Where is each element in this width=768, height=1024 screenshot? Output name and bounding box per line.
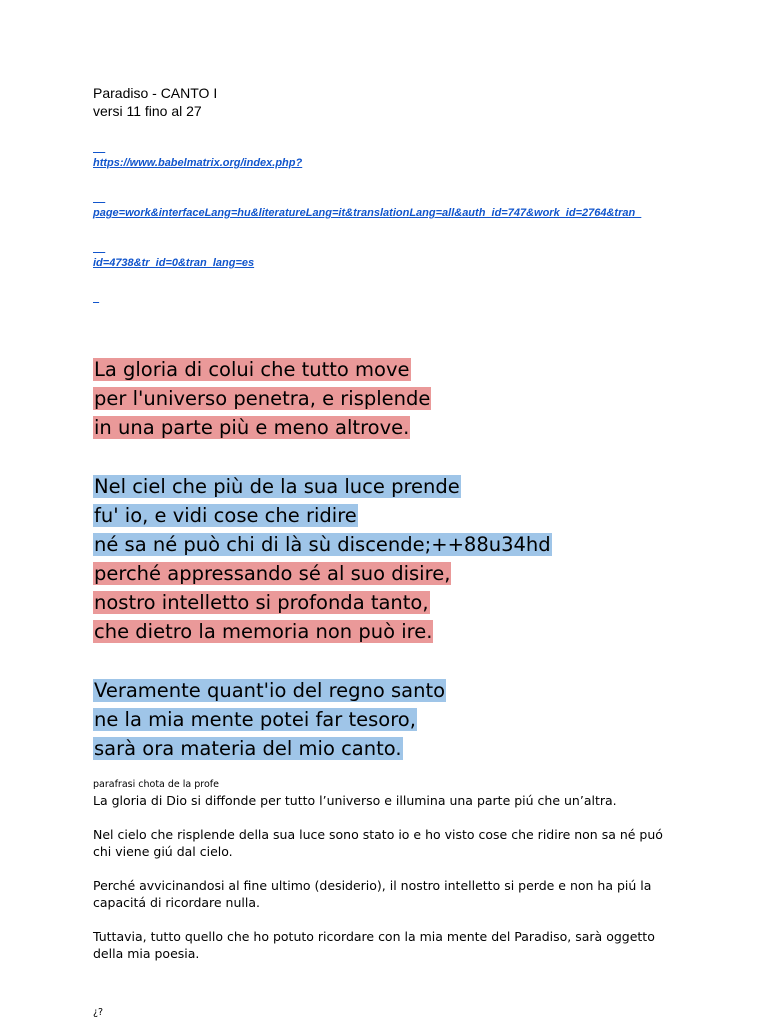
paraphrase-paragraph: Nel cielo che risplende della sua luce sono stato io e ho visto cose che ridire non sa né puó chi viene giú dal cielo. bbox=[93, 827, 663, 859]
verse-text: nostro intelletto si profonda tanto, bbox=[94, 591, 429, 614]
verse-text: in una parte più e meno altrove. bbox=[94, 416, 410, 439]
verse-text: La gloria di colui che tutto move bbox=[94, 358, 410, 381]
paraphrase-note: parafrasi chota de la profe bbox=[93, 779, 219, 790]
verse-text: Veramente quant'io del regno santo bbox=[94, 679, 446, 702]
document-title: Paradiso - CANTO I bbox=[93, 85, 218, 101]
paraphrase-paragraph: Perché avvicinandosi al fine ultimo (desiderio), il nostro intelletto si perde e non ha piú la capacitá di ricordare nulla. bbox=[93, 878, 652, 910]
document-subtitle: versi 11 fino al 27 bbox=[93, 103, 202, 119]
verse-line bbox=[93, 559, 693, 588]
end-mark: ¿? bbox=[93, 1007, 104, 1018]
verse-line bbox=[93, 472, 693, 501]
stanza-1 bbox=[93, 355, 693, 442]
verse-text: ne la mia mente potei far tesoro, bbox=[94, 708, 416, 731]
verse-line bbox=[93, 617, 693, 646]
verse-line bbox=[93, 588, 693, 617]
stanza-2 bbox=[93, 472, 693, 646]
verse-text: che dietro la memoria non può ire. bbox=[94, 620, 433, 643]
verse-text: per l'universo penetra, e risplende bbox=[94, 387, 431, 410]
verse-line bbox=[93, 384, 693, 413]
verse-text: sarà ora materia del mio canto. bbox=[94, 737, 402, 760]
paraphrase-paragraph: Tuttavia, tutto quello che ho potuto ricordare con la mia mente del Paradiso, sarà oggetto della mia poesia. bbox=[93, 929, 655, 961]
verse-text: Nel ciel che più de la sua luce prende bbox=[94, 475, 460, 498]
verse-text: perché appressando sé al suo disire, bbox=[94, 562, 451, 585]
verse-line bbox=[93, 355, 693, 384]
source-link-line[interactable]: https://www.babelmatrix.org/index.php? bbox=[93, 157, 303, 169]
verse-line bbox=[93, 734, 693, 763]
verse-line bbox=[93, 501, 693, 530]
verse-line bbox=[93, 530, 693, 559]
verse-text: fu' io, e vidi cose che ridire bbox=[94, 504, 357, 527]
verse-line bbox=[93, 705, 693, 734]
source-link[interactable] bbox=[93, 142, 693, 304]
paraphrase-paragraph: La gloria di Dio si diffonde per tutto l’universo e illumina una parte piú che un’altra. bbox=[93, 793, 617, 808]
verse-text: né sa né può chi di là sù discende;++88u34hd bbox=[94, 533, 551, 556]
verse-line bbox=[93, 413, 693, 442]
document-page bbox=[93, 84, 693, 1019]
source-link-line[interactable]: id=4738&tr_id=0&tran_lang=es bbox=[93, 257, 255, 269]
stanza-3 bbox=[93, 676, 693, 763]
verse-line bbox=[93, 676, 693, 705]
source-link-line[interactable]: page=work&interfaceLang=hu&literatureLang=it&translationLang=all&auth_id=747&work_id=2764&tran_ bbox=[93, 207, 642, 219]
